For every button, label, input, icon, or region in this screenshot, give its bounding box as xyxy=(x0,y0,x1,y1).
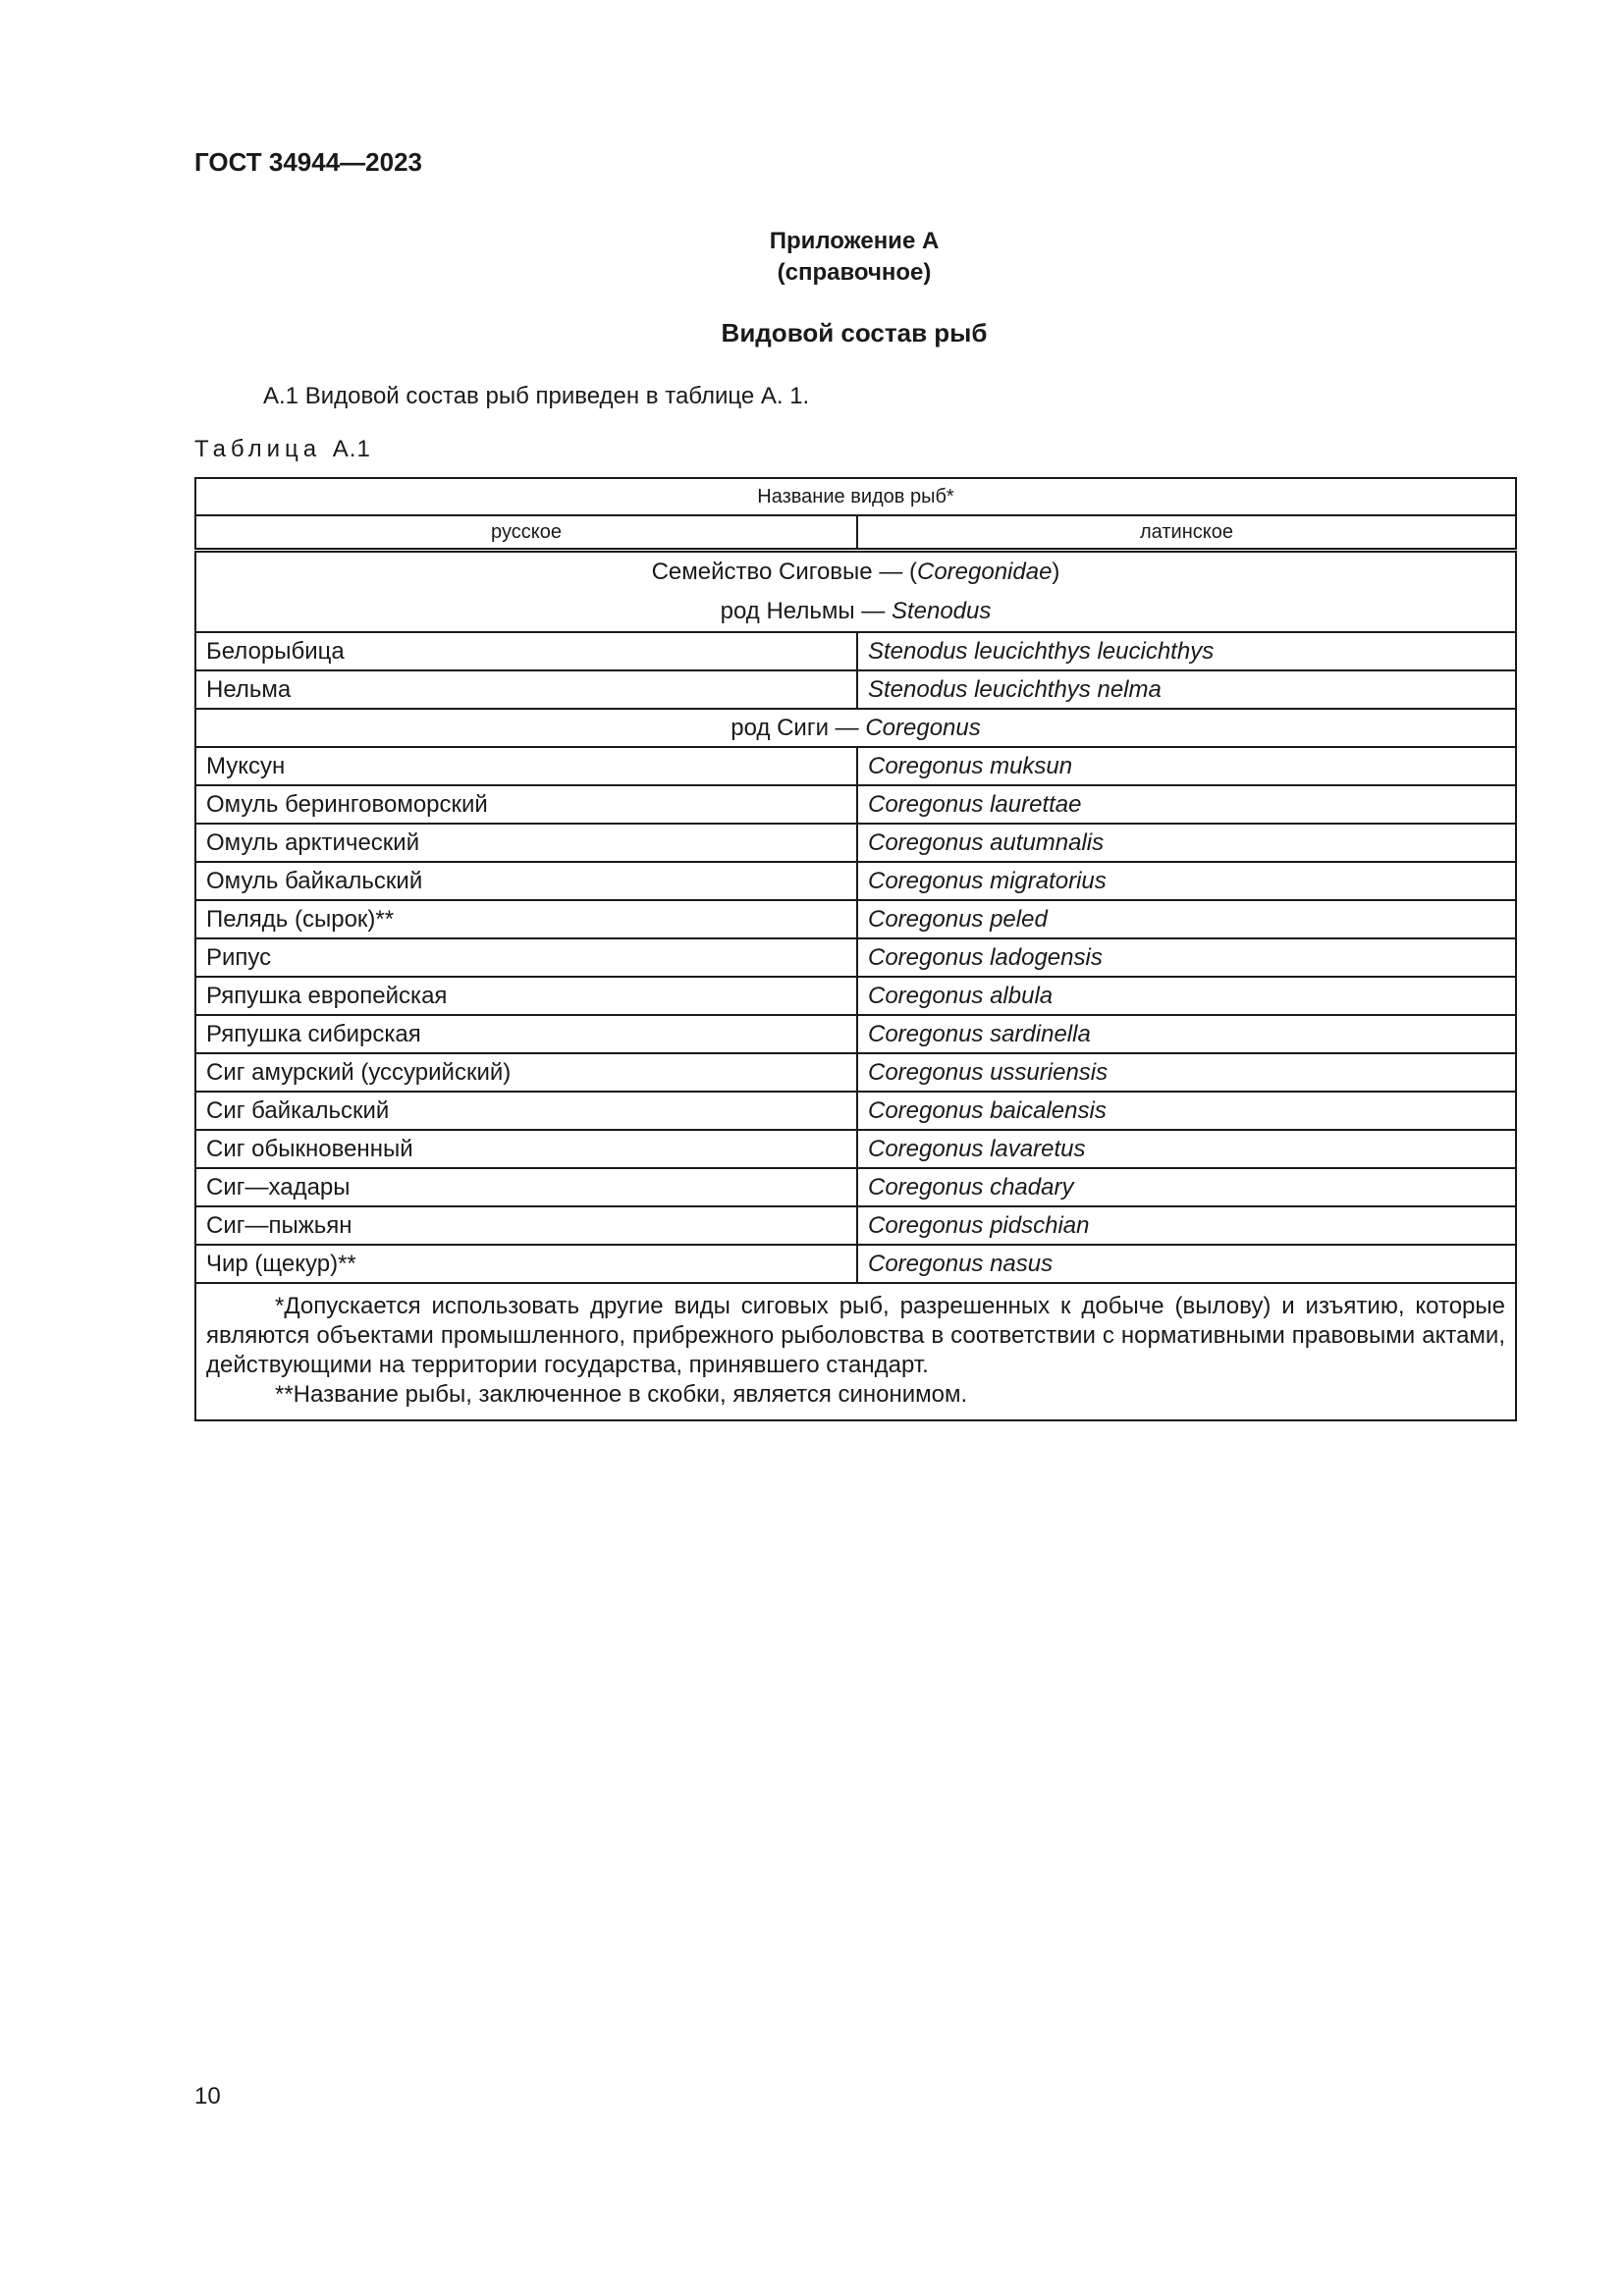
species-row xyxy=(195,1092,1516,1130)
species-row xyxy=(195,824,1516,862)
notes-row xyxy=(195,1283,1516,1420)
species-latin-name: Coregonus albula xyxy=(857,977,1516,1015)
species-latin-name: Coregonus chadary xyxy=(857,1168,1516,1206)
species-russian-name: Омуль беринговоморский xyxy=(195,785,857,824)
species-table-body xyxy=(195,478,1516,1420)
species-row xyxy=(195,862,1516,900)
column-header-latin: латинское xyxy=(857,515,1516,551)
page-number: 10 xyxy=(194,2083,221,2109)
species-latin-name: Coregonus migratorius xyxy=(857,862,1516,900)
species-table xyxy=(194,477,1517,1421)
genus-name-latin: Coregonus xyxy=(865,714,981,741)
species-latin-name: Coregonus peled xyxy=(857,900,1516,938)
family-name-close: ) xyxy=(1052,559,1060,585)
species-row xyxy=(195,1053,1516,1092)
table-caption-number: А.1 xyxy=(332,436,371,462)
family-row xyxy=(195,551,1516,633)
section-title: Видовой состав рыб xyxy=(721,318,988,347)
species-latin-name: Coregonus pidschian xyxy=(857,1206,1516,1245)
species-latin-name: Coregonus laurettae xyxy=(857,785,1516,824)
species-russian-name: Сиг амурский (уссурийский) xyxy=(195,1053,857,1092)
column-header-russian: русское xyxy=(195,515,857,551)
species-latin-name: Coregonus lavaretus xyxy=(857,1130,1516,1168)
genus-name-coregonus xyxy=(195,709,1516,747)
species-latin-name: Coregonus muksun xyxy=(857,747,1516,785)
species-russian-name: Омуль арктический xyxy=(195,824,857,862)
species-row xyxy=(195,900,1516,938)
species-russian-name: Омуль байкальский xyxy=(195,862,857,900)
species-russian-name: Рипус xyxy=(195,938,857,977)
table-header-main: Название видов рыб* xyxy=(195,478,1516,515)
species-latin-name: Coregonus baicalensis xyxy=(857,1092,1516,1130)
family-name-latin: Coregonidae xyxy=(916,559,1053,585)
family-name-russian: Семейство Сиговые — ( xyxy=(651,559,917,585)
species-latin-name: Coregonus ladogensis xyxy=(857,938,1516,977)
table-notes xyxy=(195,1283,1516,1420)
species-row xyxy=(195,1206,1516,1245)
species-russian-name: Сиг—пыжьян xyxy=(195,1206,857,1245)
species-russian-name: Белорыбица xyxy=(195,632,857,670)
species-row xyxy=(195,747,1516,785)
species-row xyxy=(195,670,1516,709)
footnote-permitted-species: *Допускается использовать другие виды сиговых рыб, разрешенных к добыче (вылову) и изъятию, которые являются объектами промышленного, прибрежного рыболовства в соответствии с нормативными правовыми актами, действующими на территории государства, принявшего стандарт. xyxy=(206,1293,1505,1378)
genus-name-russian: род Нельмы — xyxy=(720,598,892,624)
species-latin-name: Coregonus autumnalis xyxy=(857,824,1516,862)
appendix-title: Приложение А xyxy=(769,228,940,254)
species-row xyxy=(195,632,1516,670)
species-row xyxy=(195,1015,1516,1053)
family-cell xyxy=(195,551,1516,633)
species-latin-name: Stenodus leucichthys nelma xyxy=(857,670,1516,709)
table-caption-word: Таблица xyxy=(194,436,322,462)
table-subheader-row xyxy=(195,515,1516,551)
species-russian-name: Сиг—хадары xyxy=(195,1168,857,1206)
species-latin-name: Stenodus leucichthys leucichthys xyxy=(857,632,1516,670)
table-header-row xyxy=(195,478,1516,515)
species-row xyxy=(195,1245,1516,1283)
species-russian-name: Ряпушка европейская xyxy=(195,977,857,1015)
species-russian-name: Сиг байкальский xyxy=(195,1092,857,1130)
footnote-synonym: **Название рыбы, заключенное в скобки, является синонимом. xyxy=(275,1381,968,1408)
species-row xyxy=(195,938,1516,977)
genus-name-stenodus xyxy=(206,592,1505,631)
species-latin-name: Coregonus sardinella xyxy=(857,1015,1516,1053)
genus-name-latin: Stenodus xyxy=(891,598,992,624)
species-russian-name: Муксун xyxy=(195,747,857,785)
document-id-header: ГОСТ 34944—2023 xyxy=(194,147,422,177)
genus-row xyxy=(195,709,1516,747)
species-row xyxy=(195,977,1516,1015)
appendix-title-block xyxy=(0,226,1624,289)
species-latin-name: Coregonus nasus xyxy=(857,1245,1516,1283)
species-row xyxy=(195,785,1516,824)
table-caption xyxy=(194,436,371,463)
species-russian-name: Нельма xyxy=(195,670,857,709)
species-row xyxy=(195,1130,1516,1168)
intro-paragraph: А.1 Видовой состав рыб приведен в таблице А. 1. xyxy=(263,383,810,409)
species-russian-name: Сиг обыкновенный xyxy=(195,1130,857,1168)
species-russian-name: Пелядь (сырок)** xyxy=(195,900,857,938)
species-latin-name: Coregonus ussuriensis xyxy=(857,1053,1516,1092)
species-russian-name: Ряпушка сибирская xyxy=(195,1015,857,1053)
species-russian-name: Чир (щекур)** xyxy=(195,1245,857,1283)
species-row xyxy=(195,1168,1516,1206)
family-name xyxy=(206,553,1505,592)
appendix-subtitle: (справочное) xyxy=(777,259,932,286)
genus-name-russian: род Сиги — xyxy=(731,714,866,741)
